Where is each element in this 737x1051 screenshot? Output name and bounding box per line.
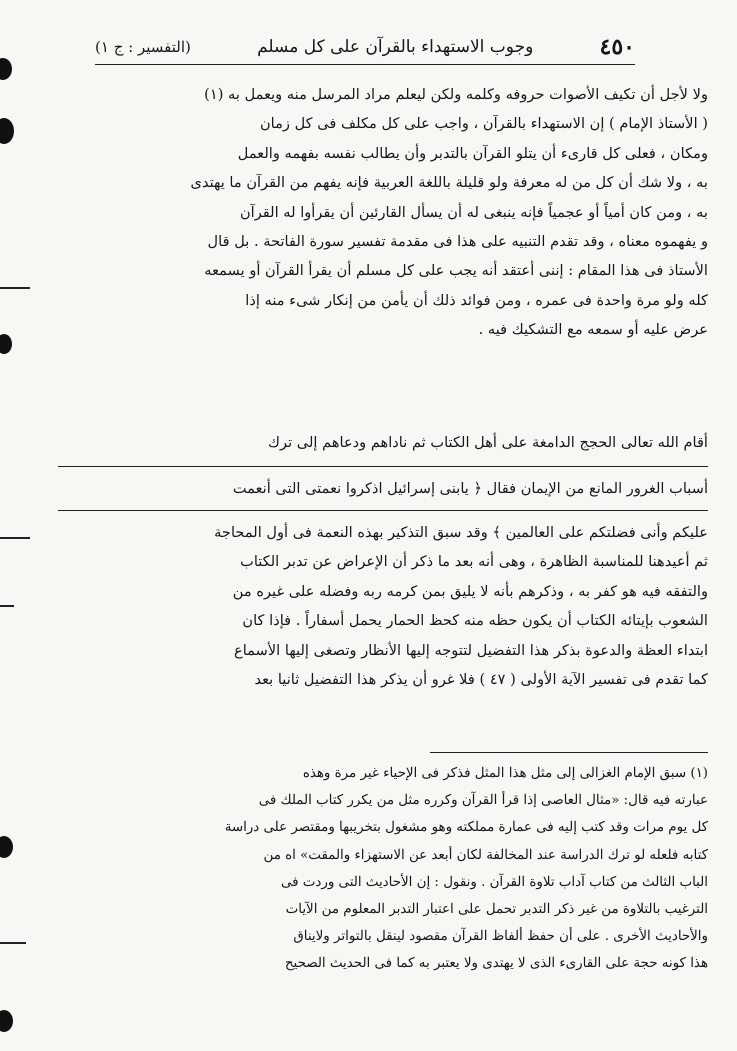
text-line: و يفهموه معناه ، وقد تقدم التنبيه على هذا فى مقدمة تفسير سورة الفاتحة . بل قال: [207, 233, 708, 251]
scan-mark: [0, 287, 30, 289]
text-line: كله ولو مرة واحدة فى عمره ، ومن فوائد ذلك أن يأمن من إنكار شىء منه إذا: [245, 291, 708, 309]
text-line: ولا لأجل أن تكيف الأصوات حروفه وكلمه ولكن ليعلم مراد المرسل منه ويعمل به (١): [204, 86, 708, 103]
running-header: [95, 30, 635, 65]
text-line: كما تقدم فى تفسير الآية الأولى ( ٤٧ ) فلا غرو أن يذكر هذا التفضيل ثانيا بعد: [254, 671, 708, 689]
text-line: الأستاذ فى هذا المقام : إننى أعتقد أنه يجب على كل مسلم أن يقرأ القرآن أو يسمعه: [204, 262, 708, 280]
text-line: ثم أعيدهنا للمناسبة الظاهرة ، وهى أنه بعد ما ذكر أن الإعراض عن تدبر الكتاب: [240, 553, 708, 571]
text-line: والتفقه فيه هو كفر به ، وذكرهم بأنه لا يليق بمن كرمه ربه وفضله على غيره من: [232, 582, 708, 600]
footnote-line: كتابه فلعله لو ترك الدراسة عند المخالفة لكان أبعد عن الاستهزاء والمقت» اه من: [263, 847, 708, 863]
scan-mark: [0, 58, 12, 80]
footnote: [58, 760, 708, 978]
text-line: عليكم وأنى فضلتكم على العالمين ﴾ وقد سبق التذكير بهذه النعمة فى أول المحاجة: [214, 524, 708, 541]
verse-line: [58, 474, 708, 503]
scan-mark: [0, 836, 13, 858]
footnote-line: كل يوم مرات وقد كتب إليه فى عمارة مملكته وهو مشغول بتخريبها ومقتصر على دراسة: [224, 820, 708, 836]
footnote-line: الباب الثالث من كتاب آداب تلاوة القرآن . ونقول : إن الأحاديث التى وردت فى: [280, 874, 708, 890]
footnote-line: والأحاديث الأخرى . على أن حفظ ألفاظ القرآن مقصود لينقل بالتواتر ولايناق: [293, 929, 708, 945]
footnote-line: الترغيب بالتلاوة من غير ذكر التدبر تحمل على اعتبار التدبر المعلوم من الآيات: [285, 902, 708, 918]
scan-mark: [0, 118, 14, 144]
footnote-divider: [430, 752, 708, 753]
book-part-label: (التفسير : ج ١): [95, 38, 191, 56]
text-line: ( الأستاذ الإمام ) إن الاستهداء بالقرآن ، واجب على كل مكلف فى كل زمان: [259, 115, 708, 133]
text-line: به ، ومن كان أمياً أو عجمياً فإنه ينبغى له أن يسأل القارئين أن يقرأوا له القرآن: [239, 203, 708, 221]
footnote-line: (١) سبق الإمام الغزالى إلى مثل هذا المثل فذكر فى الإحياء غير مرة وهذه: [302, 766, 708, 781]
scan-mark: [0, 334, 12, 354]
verse-rule-bottom: [58, 510, 708, 511]
text-line: به ، ولا شك أن كل من له معرفة ولو قليلة باللغة العربية فإنه يفهم من القرآن ما يهتدى: [190, 174, 708, 192]
text-line: عرض عليه أو سمعه مع التشكيك فيه .: [478, 321, 708, 339]
scan-mark: [0, 605, 14, 607]
text-line: ومكان ، فعلى كل قارىء أن يتلو القرآن بالتدبر وأن يطالب نفسه بفهمه والعمل: [237, 144, 708, 162]
paragraph-three: [58, 518, 708, 694]
scan-mark: [0, 1010, 13, 1032]
footnote-line: هذا كونه حجة على القارىء الذى لا يهتدى ولا يعتبر به كما فى الحديث الصحيح: [284, 956, 708, 972]
verse-rule-top: [58, 466, 708, 467]
scan-mark: [0, 942, 26, 944]
running-title: وجوب الاستهداء بالقرآن على كل مسلم: [257, 37, 534, 57]
footnote-line: عبارته فيه قال: «مثال العاصى إذا قرأ القرآن وكرره مثل من يكرر كتاب الملك فى: [258, 793, 708, 809]
verse-text: أسباب الغرور المانع من الإيمان فقال ﴿ يابنى إسرائيل اذكروا نعمتى التى أنعمت: [232, 480, 708, 497]
paragraph-two: [58, 428, 708, 457]
text-line: أقام الله تعالى الحجج الدامغة على أهل الكتاب ثم ناداهم ودعاهم إلى ترك: [268, 434, 708, 451]
text-line: الشعوب بإيتائه الكتاب أن يكون حظه منه كحظ الحمار يحمل أسفاراً . فإذا كان: [242, 612, 708, 630]
scan-mark: [0, 537, 30, 539]
page-number: ٤٥٠: [599, 34, 635, 60]
text-line: ابتداء العظة والدعوة بذكر هذا التفضيل لتتوجه إليها الأنظار وتصغى إليها الأسماع: [234, 641, 708, 659]
paragraph-one: [58, 80, 708, 345]
